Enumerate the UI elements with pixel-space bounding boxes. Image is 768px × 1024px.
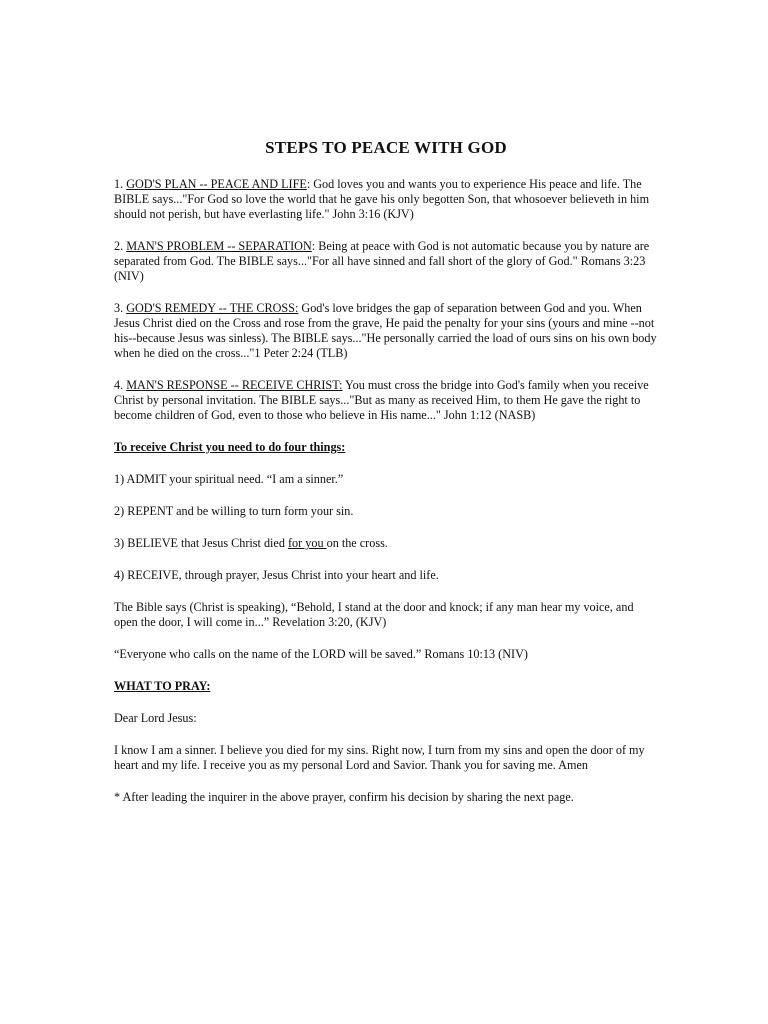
step-2 <box>114 239 658 284</box>
step-3-number: 3. <box>114 301 127 315</box>
bible-says-paragraph: The Bible says (Christ is speaking), “Behold, I stand at the door and knock; if any man hear my voice, and open the door, I will come in...” Revelation 3:20, (KJV) <box>114 600 634 629</box>
thing-receive: 4) RECEIVE, through prayer, Jesus Christ into your heart and life. <box>114 568 439 582</box>
thing-believe <box>114 536 658 551</box>
thing-believe-underline: for you <box>288 536 327 550</box>
four-things-heading: To receive Christ you need to do four things: <box>114 440 346 454</box>
what-to-pray-heading: WHAT TO PRAY: <box>114 679 211 693</box>
prayer-salutation: Dear Lord Jesus: <box>114 711 197 725</box>
step-1-heading: GOD'S PLAN -- PEACE AND LIFE <box>126 177 307 191</box>
footnote: * After leading the inquirer in the above prayer, confirm his decision by sharing the next page. <box>114 790 574 804</box>
step-3 <box>114 301 658 361</box>
step-1-number: 1. <box>114 177 127 191</box>
step-4-number: 4. <box>114 378 127 392</box>
step-3-heading: GOD'S REMEDY -- THE CROSS: <box>126 301 299 315</box>
step-3-text: God's love bridges the gap of separation between God and you. When Jesus Christ died on the Cross and rose from the grave, He paid the penalty for your sins (yours and mine --not his--because Jesus was sinless). The BIBLE says..."He personally carried the load of ours sins on his own body when he died on the cross..."1 Peter 2:24 (TLB) <box>114 301 657 360</box>
thing-believe-pre: 3) BELIEVE that Jesus Christ died <box>114 536 288 550</box>
page-title: STEPS TO PEACE WITH GOD <box>265 138 507 157</box>
thing-repent: 2) REPENT and be willing to turn form your sin. <box>114 504 354 518</box>
step-2-text: Being at peace with God is not automatic because you by nature are separated from God. The BIBLE says..."For all have sinned and fall short of the glory of God." Romans 3:23 (NIV) <box>114 239 650 283</box>
step-4-text: You must cross the bridge into God's family when you receive Christ by personal invitation. The BIBLE says..."But as many as received Him, to them He gave the right to become children of God, even to those who believe in His name..." John 1:12 (NASB) <box>114 378 649 422</box>
step-2-heading: MAN'S PROBLEM -- SEPARATION <box>126 239 312 253</box>
step-1-separator: : <box>306 177 314 191</box>
step-1-text: God loves you and wants you to experience His peace and life. The BIBLE says..."For God so love the world that he gave his only begotten Son, that whosoever believeth in him should not perish, but have everlasting life." John 3:16 (KJV) <box>114 177 650 221</box>
step-4-heading: MAN'S RESPONSE -- RECEIVE CHRIST: <box>126 378 343 392</box>
step-1 <box>114 177 658 222</box>
prayer-text: I know I am a sinner. I believe you died for my sins. Right now, I turn from my sins and open the door of my heart and my life. I receive you as my personal Lord and Savior. Thank you for saving me. Amen <box>114 743 645 772</box>
step-4 <box>114 378 658 423</box>
thing-believe-post: on the cross. <box>326 536 388 550</box>
thing-admit: 1) ADMIT your spiritual need. “I am a sinner.” <box>114 472 344 486</box>
romans-quote: “Everyone who calls on the name of the LORD will be saved.” Romans 10:13 (NIV) <box>114 647 528 661</box>
step-2-separator: : <box>311 239 319 253</box>
step-2-number: 2. <box>114 239 127 253</box>
